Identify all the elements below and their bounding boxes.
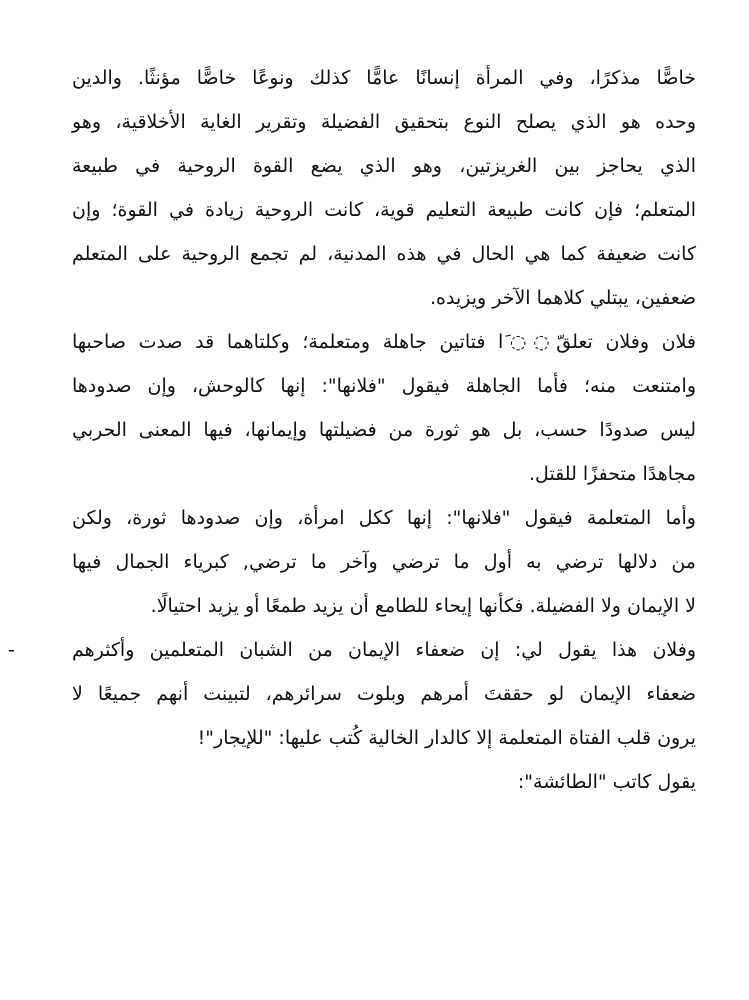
text-line: من دلالها ترضي به أول ما ترضي وآخر ما ترضي, كبرياء الجمال فيها <box>72 551 696 573</box>
paragraph-1 <box>72 56 696 320</box>
paragraph-3 <box>72 496 696 628</box>
text-line: كانت ضعيفة كما هي الحال في هذه المدنية، لم تجمع الروحية على المتعلم <box>72 243 696 265</box>
text-line: يرون قلب الفتاة المتعلمة إلا كالدار الخالية كُتب عليها: "للإيجار"! <box>197 727 696 749</box>
text-line: وامتنعت منه؛ فأما الجاهلة فيقول "فلانها": إنها كالوحش، وإن صدودها <box>72 375 696 397</box>
text-line: ضعفين، يبتلي كلاهما الآخر ويزيده. <box>430 287 696 309</box>
text-line: وحده هو الذي يصلح النوع بتحقيق الفضيلة وتقرير الغاية الأخلاقية، وهو <box>72 111 696 133</box>
text-line: فلان وفلان تعلقّ◌◌َا فتاتين جاهلة ومتعلمة؛ وكلتاهما قد صدت صاحبها <box>72 331 696 353</box>
text-line: المتعلم؛ فإن كانت طبيعة التعليم قوية، كانت الروحية زيادة في القوة؛ وإن <box>72 199 696 221</box>
text-line: يقول كاتب "الطائشة": <box>517 771 696 793</box>
paragraph-5 <box>72 760 696 804</box>
text-line: ليس صدودًا حسب، بل هو ثورة من فضيلتها وإيمانها، فيها المعنى الحربي <box>72 419 696 441</box>
text-line: خاصًّا مذكرًا، وفي المرأة إنسانًا عامًّا كذلك ونوعًا خاصًّا مؤنثًا. والدين <box>72 67 696 89</box>
paragraph-4 <box>8 628 696 760</box>
text-line: الذي يحاجز بين الغريزتين، وهو الذي يضع القوة الروحية في طبيعة <box>72 155 696 177</box>
text-line: وأما المتعلمة فيقول "فلانها": إنها ككل امرأة، وإن صدودها ثورة، ولكن <box>72 507 696 529</box>
text-line: وفلان هذا يقول لي: إن ضعفاء الإيمان من الشبان المتعلمين وأكثرهم <box>72 639 696 661</box>
text-line: مجاهدًا متحفزًا للقتل. <box>529 463 696 485</box>
text-line: ضعفاء الإيمان لو حققتَ أمرهم وبلوت سرائرهم، لتبينت أنهم جميعًا لا <box>72 683 696 705</box>
text-line: لا الإيمان ولا الفضيلة. فكأنها إيحاء للطامع أن يزيد طمعًا أو يزيد احتيالًا. <box>150 595 696 617</box>
paragraph-2 <box>72 320 696 496</box>
document-page <box>8 56 696 804</box>
list-bullet: - <box>8 639 15 661</box>
